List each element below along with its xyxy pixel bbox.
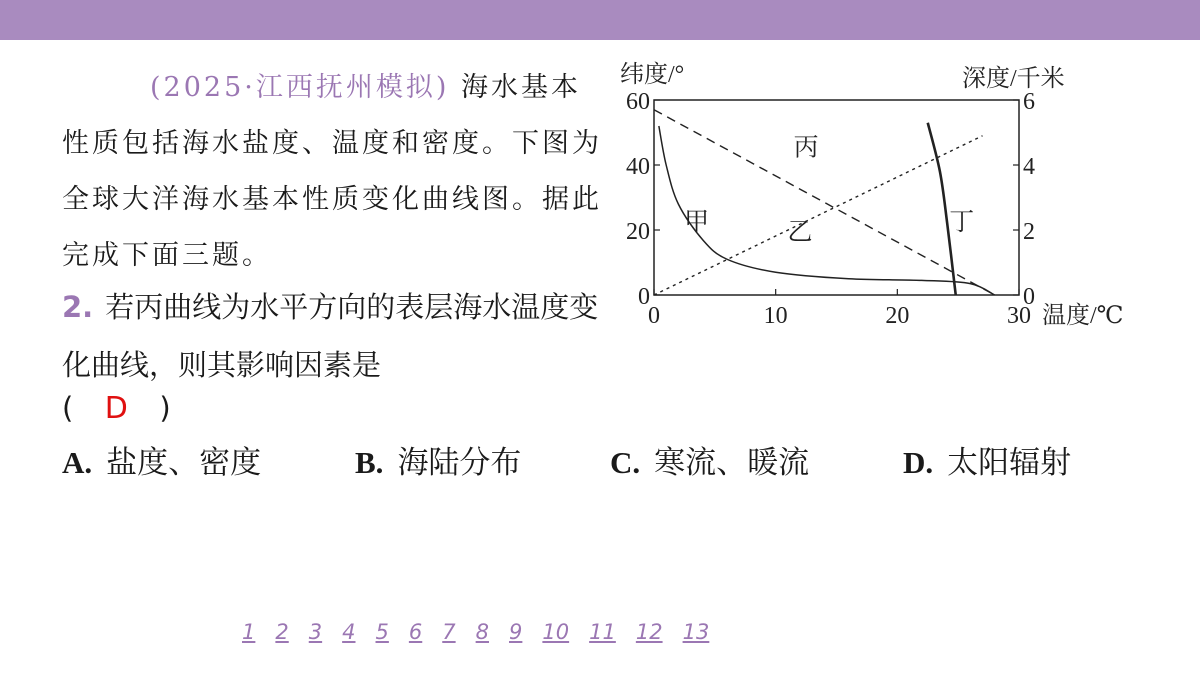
option-c-letter: C.	[610, 445, 641, 480]
series-label: 丁	[949, 209, 975, 236]
option-b-text: 海陆分布	[397, 445, 522, 481]
page-link-4[interactable]: 4	[342, 620, 356, 644]
option-a[interactable]	[62, 440, 261, 486]
page-link-13[interactable]: 13	[682, 620, 710, 644]
page-link-2[interactable]: 2	[275, 620, 289, 644]
y-left-tick-label: 20	[626, 219, 650, 245]
x-tick-label: 30	[1007, 303, 1031, 329]
question-number: 2.	[62, 290, 94, 324]
header-bar	[0, 0, 1200, 40]
x-tick-label: 10	[763, 303, 788, 329]
y-left-tick-label: 40	[626, 154, 650, 180]
option-d-letter: D.	[903, 445, 934, 480]
question-text: 若丙曲线为水平方向的表层海水温度变化曲线，则其影响因素是	[62, 290, 599, 382]
option-c-text: 寒流、暖流	[654, 445, 810, 481]
series-label: 甲	[684, 209, 710, 236]
series-label: 丙	[793, 134, 819, 162]
y-left-tick-label: 60	[626, 89, 650, 115]
page-link-7[interactable]: 7	[442, 620, 456, 644]
page-link-5[interactable]: 5	[375, 620, 389, 644]
question-2	[62, 278, 602, 394]
page-link-1[interactable]: 1	[242, 620, 256, 644]
plot-frame	[654, 100, 1019, 295]
question-source: (2025·江西抚州模拟)	[150, 72, 450, 103]
option-a-text: 盐度、密度	[106, 445, 262, 481]
option-a-letter: A.	[62, 445, 93, 480]
answer-letter: D	[104, 391, 128, 426]
paren-close: )	[159, 391, 171, 425]
page-link-8[interactable]: 8	[475, 620, 489, 644]
answer-bracket	[62, 386, 171, 431]
x-tick-label: 20	[885, 303, 910, 329]
y-right-tick-label: 6	[1023, 89, 1035, 115]
page-link-3[interactable]: 3	[308, 620, 323, 644]
y-left-tick-label: 0	[638, 284, 650, 310]
option-d-text: 太阳辐射	[947, 445, 1072, 481]
option-b[interactable]	[355, 440, 521, 486]
x-tick-label: 0	[648, 303, 660, 329]
page-link-12[interactable]: 12	[635, 620, 663, 644]
page-link-9[interactable]: 9	[509, 620, 523, 644]
pagination	[242, 620, 729, 644]
page-link-6[interactable]: 6	[408, 620, 423, 644]
question-stem	[62, 60, 610, 284]
y-right-axis-title: 深度/千米	[962, 66, 1065, 92]
option-c[interactable]	[610, 440, 809, 486]
ocean-properties-chart	[600, 50, 1160, 345]
x-axis-title: 温度/℃	[1042, 303, 1124, 329]
series-label: 乙	[787, 218, 813, 246]
paren-open: (	[62, 391, 74, 425]
y-right-tick-label: 4	[1023, 154, 1035, 180]
option-d[interactable]	[903, 440, 1071, 486]
option-b-letter: B.	[355, 445, 384, 480]
page-link-11[interactable]: 11	[589, 620, 616, 644]
y-right-tick-label: 2	[1023, 219, 1035, 245]
y-right-tick-label: 0	[1023, 284, 1035, 310]
y-left-axis-title: 纬度/°	[620, 62, 685, 88]
page-link-10[interactable]: 10	[542, 620, 570, 644]
stem-text: 海水基本性质包括海水盐度、温度和密度。下图为全球大洋海水基本性质变化曲线图。据此完成下面三题。	[62, 72, 602, 271]
